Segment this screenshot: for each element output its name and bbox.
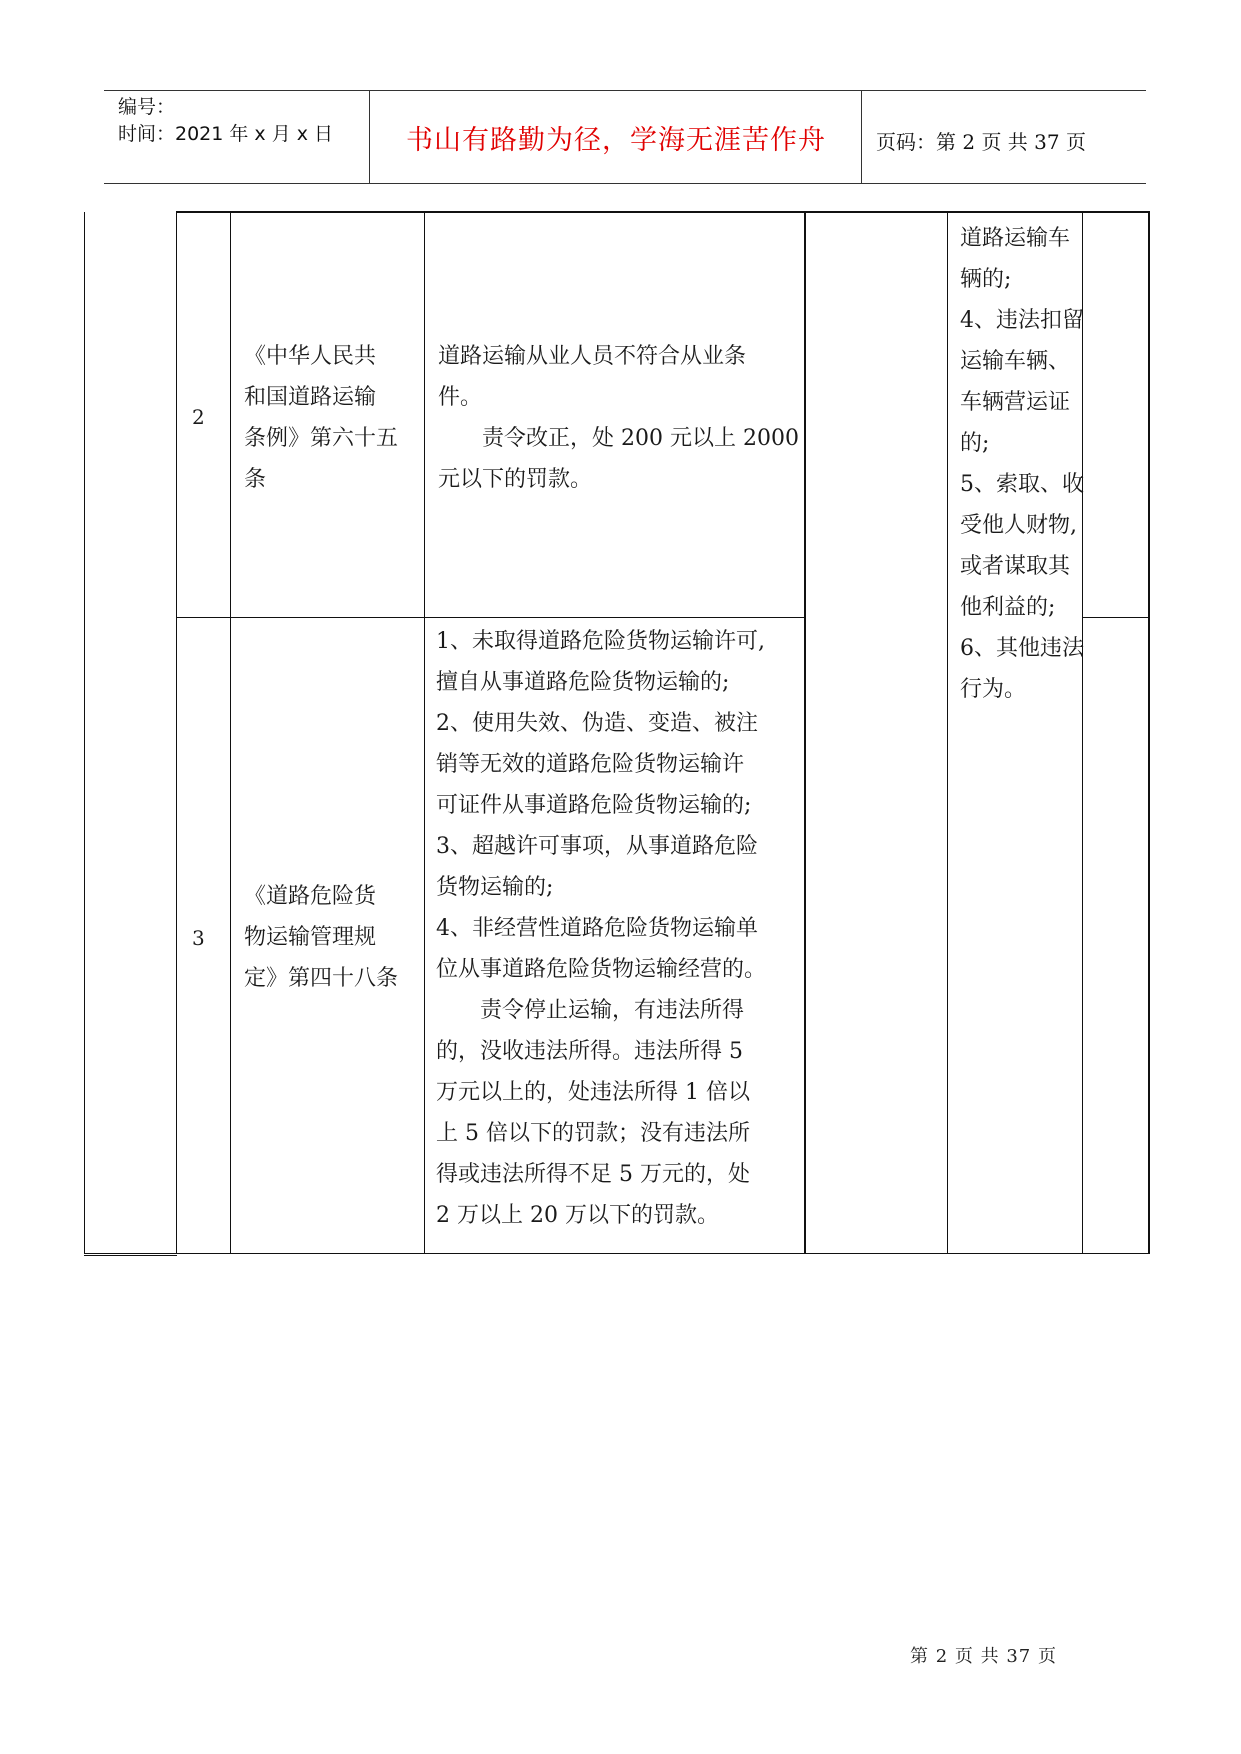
content-line: 位从事道路危险货物运输经营的。 [436, 957, 767, 982]
content-line: 责令改正，处 200 元以上 2000 [482, 426, 799, 451]
legal-basis [244, 336, 398, 500]
side-line: 行为。 [960, 677, 1027, 702]
side-line: 辆的; [960, 267, 1012, 292]
side-line: 运输车辆、 [960, 349, 1071, 374]
content-line: 件。 [438, 385, 483, 410]
content-line: 3、超越许可事项，从事道路危险 [436, 834, 758, 859]
row-divider-right [1082, 617, 1149, 618]
content-line: 的，没收违法所得。违法所得 5 [436, 1039, 743, 1064]
side-line: 车辆营运证 [960, 390, 1071, 415]
basis-line: 《中华人民共 [244, 344, 377, 369]
basis-line: 定》第四十八条 [244, 966, 399, 991]
header-page-number: 页码：第 2 页 共 37 页 [876, 130, 1086, 154]
header-divider-right [861, 90, 862, 184]
basis-line: 条例》第六十五 [244, 426, 399, 451]
serial-label: 编号： [118, 96, 176, 118]
content-line: 1、未取得道路危险货物运输许可, [436, 629, 765, 654]
content-line: 元以下的罚款。 [438, 467, 593, 492]
side-column-text [960, 218, 1084, 710]
motto: 书山有路勤为径，学海无涯苦作舟 [406, 125, 826, 156]
side-line: 的; [960, 431, 990, 456]
table-top-border [176, 211, 1150, 213]
legal-basis [244, 876, 398, 999]
content-line: 责令停止运输，有违法所得 [480, 998, 745, 1023]
content-line: 得或违法所得不足 5 万元的，处 [436, 1162, 750, 1187]
footer-page-number: 第 2 页 共 37 页 [910, 1646, 1057, 1667]
header-top-rule [104, 90, 1146, 91]
header-meta [118, 94, 333, 148]
row-number: 3 [192, 926, 205, 950]
content-line: 货物运输的; [436, 875, 554, 900]
time-label: 时间：2021 年 x 月 x 日 [118, 123, 334, 145]
side-line: 4、违法扣留 [960, 308, 1084, 333]
basis-line: 物运输管理规 [244, 925, 377, 950]
header-bottom-rule [104, 183, 1146, 184]
row-number: 2 [192, 405, 205, 429]
side-line: 6、其他违法 [960, 636, 1084, 661]
col-line-2 [176, 212, 177, 1254]
violation-content [436, 621, 766, 1236]
bottom-left-rule [84, 1255, 177, 1256]
basis-line: 《道路危险货 [244, 884, 377, 909]
basis-line: 和国道路运输 [244, 385, 377, 410]
col-line-8 [1148, 212, 1150, 1254]
content-line: 可证件从事道路危险货物运输的; [436, 793, 752, 818]
col-line-6 [947, 212, 948, 1254]
content-line: 道路运输从业人员不符合从业条 [438, 344, 747, 369]
basis-line: 条 [244, 467, 267, 492]
header-divider-left [369, 90, 370, 184]
col-line-3 [230, 212, 231, 1254]
side-line: 他利益的; [960, 595, 1056, 620]
side-line: 5、索取、收 [960, 472, 1084, 497]
side-line: 受他人财物, [960, 513, 1077, 538]
content-line: 4、非经营性道路危险货物运输单 [436, 916, 758, 941]
content-line: 上 5 倍以下的罚款；没有违法所 [436, 1121, 750, 1146]
table-bottom-border [84, 1253, 1150, 1254]
col-line-4 [424, 212, 425, 1254]
side-line: 道路运输车 [960, 226, 1071, 251]
col-line-5 [804, 212, 806, 1254]
content-line: 2、使用失效、伪造、变造、被注 [436, 711, 758, 736]
content-line: 擅自从事道路危险货物运输的; [436, 670, 730, 695]
row-divider-main [176, 617, 805, 618]
side-line: 或者谋取其 [960, 554, 1071, 579]
content-line: 销等无效的道路危险货物运输许 [436, 752, 745, 777]
violation-content [438, 336, 799, 500]
content-line: 万元以上的，处违法所得 1 倍以 [436, 1080, 750, 1105]
col-line-1 [84, 212, 85, 1254]
content-line: 2 万以上 20 万以下的罚款。 [436, 1203, 719, 1228]
